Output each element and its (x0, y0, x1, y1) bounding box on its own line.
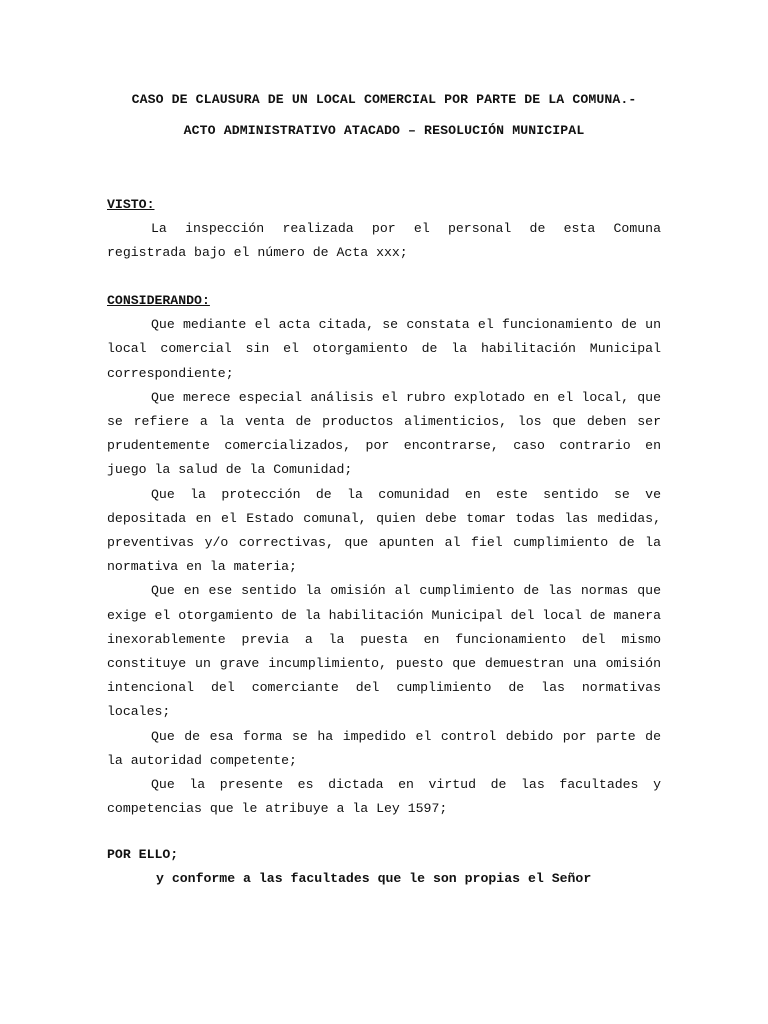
por-ello-heading: POR ELLO; (107, 847, 179, 862)
por-ello-paragraph: y conforme a las facultades que le son propias el Señor (156, 871, 592, 887)
considerando-paragraph: Que en ese sentido la omisión al cumplimiento de las normas que exige el otorgamiento de la habilitación Municipal del local de manera inexorablemente previa a la puesta en funcionamiento del mismo constituye un grave incumplimiento, puesto que demuestran una omisión intencional del comerciante del cumplimiento de las normativas locales; (107, 583, 661, 720)
considerando-paragraph: Que de esa forma se ha impedido el control debido por parte de la autoridad competente; (107, 728, 661, 768)
document-title: CASO DE CLAUSURA DE UN LOCAL COMERCIAL POR PARTE DE LA COMUNA.- (131, 92, 637, 107)
visto-paragraph: La inspección realizada por el personal de esta Comuna registrada bajo el número de Acta xxx; (107, 221, 661, 261)
document-subtitle: ACTO ADMINISTRATIVO ATACADO – RESOLUCIÓN MUNICIPAL (183, 123, 585, 138)
por-ello-section (107, 843, 661, 891)
visto-section (107, 193, 661, 266)
considerando-paragraph: Que la protección de la comunidad en este sentido se ve depositada en el Estado comunal, quien debe tomar todas las medidas, preventivas y/o correctivas, que apunten al fiel cumplimiento de la normativa en la materia; (107, 486, 661, 575)
considerando-paragraph: Que la presente es dictada en virtud de las facultades y competencias que le atribuye a la Ley 1597; (107, 777, 661, 817)
visto-heading: VISTO: (107, 197, 155, 212)
considerando-heading: CONSIDERANDO: (107, 293, 210, 308)
considerando-paragraph: Que mediante el acta citada, se constata el funcionamiento de un local comercial sin el otorgamiento de la habilitación Municipal correspondiente; (107, 317, 661, 381)
considerando-section (107, 289, 661, 821)
considerando-paragraph: Que merece especial análisis el rubro explotado en el local, que se refiere a la venta de productos alimenticios, los que deben ser prudentemente comercializados, por encontrarse, caso contrario en juego la salud de la Comunidad; (107, 389, 661, 478)
